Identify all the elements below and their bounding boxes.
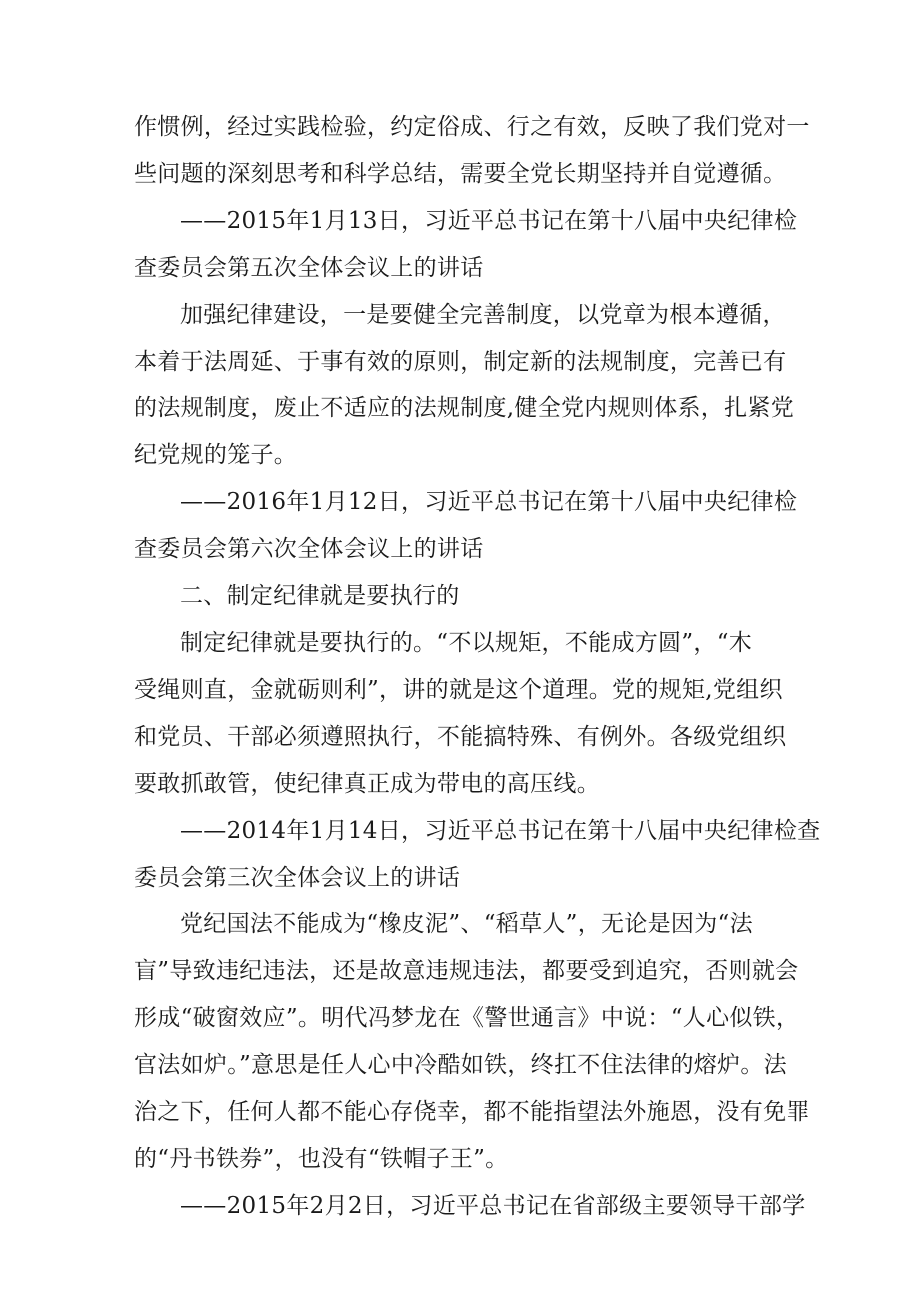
- text-line: ——2015年2月2日，习近平总书记在省部级主要领导干部学: [180, 1192, 806, 1219]
- quote-source: [134, 1183, 806, 1230]
- quote-source: [134, 198, 798, 292]
- text-line: 二、制定纪律就是要执行的: [180, 583, 460, 610]
- text-line: 的法规制度，废止不适应的法规制度,健全党内规则体系，扎紧党: [134, 395, 795, 422]
- text-line: 官法如炉。”意思是任人心中冷酷如铁，终扛不住法律的熔炉。法: [134, 1052, 787, 1079]
- text-line: 作惯例，经过实践检验，约定俗成、行之有效，反映了我们党对一: [134, 114, 810, 140]
- section-heading: [134, 573, 794, 620]
- text-line: 治之下，任何人都不能心存侥幸，都不能指望法外施恩，没有免罪: [134, 1099, 810, 1126]
- text-line: ——2014年1月14日，习近平总书记在第十八届中央纪律检查: [180, 817, 821, 844]
- text-line: 些问题的深刻思考和科学总结，需要全党长期坚持并自觉遵循。: [134, 160, 787, 187]
- quote-source: [134, 479, 798, 573]
- text-line: 党纪国法不能成为“橡皮泥”、“稻草人”，无论是因为“法: [180, 911, 753, 938]
- text-line: 形成“破窗效应”。明代冯梦龙在《警世通言》中说：“人心似铁，: [134, 1005, 800, 1032]
- text-line: ——2015年1月13日，习近平总书记在第十八届中央纪律检: [180, 207, 798, 234]
- text-line: 盲”导致违纪违法，还是故意违规违法，都要受到追究，否则就会: [134, 958, 799, 985]
- document-body: [134, 104, 821, 1230]
- paragraph: [134, 620, 794, 808]
- text-line: 委员会第三次全体会议上的讲话: [134, 864, 461, 891]
- text-line: 查委员会第五次全体会议上的讲话: [134, 254, 484, 281]
- text-line: 纪党规的笼子。: [134, 442, 298, 469]
- text-line: 制定纪律就是要执行的。“不以规矩，不能成方圆”，“木: [180, 629, 753, 656]
- text-line: 加强纪律建设，一是要健全完善制度，以党章为根本遵循，: [180, 301, 786, 328]
- paragraph: [134, 901, 810, 1182]
- text-line: 本着于法周延、于事有效的原则，制定新的法规制度，完善已有: [134, 348, 787, 375]
- text-line: 和党员、干部必须遵照执行，不能搞特殊、有例外。各级党组织: [134, 723, 787, 750]
- paragraph: [134, 292, 794, 480]
- text-line: 的“丹书铁券”，也没有“铁帽子王”。: [134, 1145, 509, 1172]
- text-line: 查委员会第六次全体会议上的讲话: [134, 536, 484, 563]
- quote-source: [134, 808, 821, 902]
- text-line: 受绳则直，金就砺则利”，讲的就是这个道理。党的规矩,党组织: [134, 676, 783, 703]
- text-line: 要敢抓敢管，使纪律真正成为带电的高压线。: [134, 770, 600, 797]
- text-line: ——2016年1月12日，习近平总书记在第十八届中央纪律检: [180, 489, 798, 516]
- paragraph-continuation: [134, 104, 810, 198]
